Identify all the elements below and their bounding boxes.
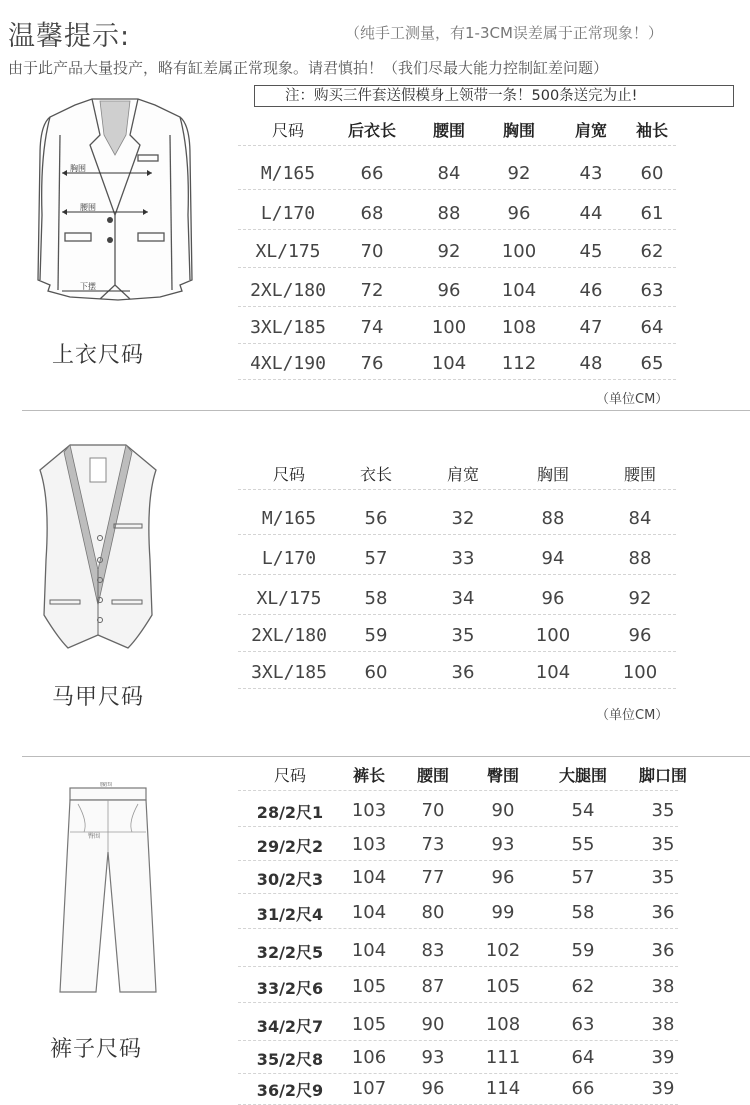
- jacket-value-cell: 65: [640, 353, 664, 374]
- vest-size-cell: M/165: [261, 508, 317, 529]
- jacket-section-label: 上衣尺码: [52, 343, 145, 368]
- pants-value-cell: 96: [491, 867, 515, 888]
- jacket-waist-label: 腰围: [80, 203, 96, 212]
- pants-header-cell: 大腿围: [558, 766, 608, 785]
- jacket-value-cell: 76: [360, 353, 384, 374]
- row-separator: [238, 651, 676, 652]
- pants-value-cell: 90: [491, 800, 515, 821]
- jacket-value-cell: 60: [640, 163, 664, 184]
- vest-value-cell: 92: [628, 588, 652, 609]
- section-divider: [22, 410, 750, 411]
- pants-value-cell: 104: [351, 867, 387, 888]
- row-separator: [238, 790, 678, 791]
- pants-value-cell: 35: [651, 800, 675, 821]
- section-divider: [22, 756, 750, 757]
- vest-header-cell: 胸围: [536, 465, 570, 484]
- vest-value-cell: 33: [451, 548, 475, 569]
- jacket-value-cell: 63: [640, 280, 664, 301]
- vest-value-cell: 59: [364, 625, 388, 646]
- pants-waist-label: 腰围: [100, 782, 113, 788]
- pants-header-cell: 裤长: [352, 766, 386, 785]
- jacket-value-cell: 43: [579, 163, 603, 184]
- pants-header-cell: 尺码: [273, 766, 307, 785]
- jacket-value-cell: 100: [431, 317, 467, 338]
- pants-value-cell: 111: [485, 1047, 521, 1068]
- row-separator: [238, 534, 676, 535]
- pants-value-cell: 114: [485, 1078, 521, 1099]
- vest-unit-label: （单位CM）: [596, 708, 669, 723]
- vest-header-cell: 肩宽: [446, 465, 480, 484]
- pants-size-cell: 31/2尺4: [256, 905, 324, 924]
- vest-diagram-icon: [28, 440, 168, 652]
- pants-value-cell: 104: [351, 940, 387, 961]
- jacket-value-cell: 104: [431, 353, 467, 374]
- pants-value-cell: 105: [485, 976, 521, 997]
- pants-size-cell: 30/2尺3: [256, 870, 324, 889]
- measurement-note: （纯手工测量，有1-3CM误差属于正常现象！）: [345, 24, 663, 42]
- pants-value-cell: 73: [421, 834, 445, 855]
- row-separator: [238, 189, 676, 190]
- pants-value-cell: 102: [485, 940, 521, 961]
- row-separator: [238, 826, 678, 827]
- pants-size-cell: 36/2尺9: [256, 1081, 324, 1100]
- row-separator: [238, 1002, 678, 1003]
- pants-value-cell: 64: [571, 1047, 595, 1068]
- jacket-value-cell: 100: [501, 241, 537, 262]
- vest-value-cell: 34: [451, 588, 475, 609]
- color-variance-note: 由于此产品大量投产，略有缸差属正常现象。请君慎拍！（我们尽最大能力控制缸差问题）: [8, 59, 609, 77]
- vest-size-cell: XL/175: [256, 588, 322, 609]
- pants-value-cell: 39: [651, 1078, 675, 1099]
- page-title: 温馨提示:: [8, 21, 131, 52]
- jacket-size-cell: 3XL/185: [250, 317, 326, 338]
- row-separator: [238, 306, 676, 307]
- jacket-value-cell: 88: [437, 203, 461, 224]
- row-separator: [238, 379, 676, 380]
- jacket-header-cell: 胸围: [502, 121, 536, 140]
- jacket-size-cell: 4XL/190: [250, 353, 326, 374]
- pants-value-cell: 80: [421, 902, 445, 923]
- pants-value-cell: 96: [421, 1078, 445, 1099]
- jacket-header-cell: 肩宽: [574, 121, 608, 140]
- row-separator: [238, 1073, 678, 1074]
- vest-value-cell: 88: [628, 548, 652, 569]
- pants-header-cell: 脚口围: [638, 766, 688, 785]
- jacket-header-cell: 后衣长: [347, 121, 397, 140]
- pants-value-cell: 103: [351, 800, 387, 821]
- pants-value-cell: 108: [485, 1014, 521, 1035]
- vest-size-cell: L/170: [261, 548, 317, 569]
- pants-value-cell: 57: [571, 867, 595, 888]
- jacket-chest-label: 胸围: [70, 164, 86, 173]
- row-separator: [238, 1040, 678, 1041]
- pants-header-cell: 腰围: [416, 766, 450, 785]
- jacket-hem-label: 下摆: [80, 282, 96, 291]
- vest-value-cell: 100: [622, 662, 658, 683]
- pants-value-cell: 35: [651, 834, 675, 855]
- vest-value-cell: 60: [364, 662, 388, 683]
- jacket-value-cell: 48: [579, 353, 603, 374]
- jacket-value-cell: 46: [579, 280, 603, 301]
- jacket-header-cell: 袖长: [635, 121, 669, 140]
- pants-value-cell: 70: [421, 800, 445, 821]
- jacket-value-cell: 66: [360, 163, 384, 184]
- vest-section-label: 马甲尺码: [52, 685, 145, 710]
- row-separator: [238, 574, 676, 575]
- pants-value-cell: 39: [651, 1047, 675, 1068]
- jacket-value-cell: 92: [507, 163, 531, 184]
- jacket-value-cell: 108: [501, 317, 537, 338]
- vest-value-cell: 36: [451, 662, 475, 683]
- pants-size-cell: 29/2尺2: [256, 837, 324, 856]
- pants-size-cell: 33/2尺6: [256, 979, 324, 998]
- jacket-size-cell: 2XL/180: [250, 280, 326, 301]
- pants-value-cell: 59: [571, 940, 595, 961]
- pants-value-cell: 66: [571, 1078, 595, 1099]
- vest-size-cell: 3XL/185: [251, 662, 327, 683]
- row-separator: [238, 489, 676, 490]
- jacket-value-cell: 96: [437, 280, 461, 301]
- jacket-value-cell: 104: [501, 280, 537, 301]
- vest-value-cell: 100: [535, 625, 571, 646]
- pants-hip-label: 臀围: [88, 833, 101, 840]
- row-separator: [238, 928, 678, 929]
- promo-notice: 注：购买三件套送假模身上领带一条！500条送完为止!: [254, 85, 734, 107]
- pants-value-cell: 36: [651, 902, 675, 923]
- vest-header-cell: 尺码: [272, 465, 306, 484]
- pants-value-cell: 99: [491, 902, 515, 923]
- pants-value-cell: 87: [421, 976, 445, 997]
- vest-size-cell: 2XL/180: [251, 625, 327, 646]
- pants-value-cell: 58: [571, 902, 595, 923]
- pants-value-cell: 83: [421, 940, 445, 961]
- pants-value-cell: 90: [421, 1014, 445, 1035]
- jacket-size-cell: XL/175: [255, 241, 321, 262]
- jacket-value-cell: 44: [579, 203, 603, 224]
- vest-value-cell: 35: [451, 625, 475, 646]
- pants-size-cell: 35/2尺8: [256, 1050, 324, 1069]
- row-separator: [238, 966, 678, 967]
- pants-size-cell: 28/2尺1: [256, 803, 324, 822]
- jacket-value-cell: 84: [437, 163, 461, 184]
- pants-value-cell: 93: [491, 834, 515, 855]
- pants-value-cell: 36: [651, 940, 675, 961]
- pants-value-cell: 38: [651, 1014, 675, 1035]
- jacket-unit-label: （单位CM）: [596, 392, 669, 407]
- pants-value-cell: 35: [651, 867, 675, 888]
- jacket-value-cell: 72: [360, 280, 384, 301]
- pants-value-cell: 104: [351, 902, 387, 923]
- row-separator: [238, 267, 676, 268]
- pants-value-cell: 62: [571, 976, 595, 997]
- jacket-header-cell: 腰围: [432, 121, 466, 140]
- jacket-value-cell: 70: [360, 241, 384, 262]
- vest-value-cell: 56: [364, 508, 388, 529]
- jacket-value-cell: 68: [360, 203, 384, 224]
- vest-header-cell: 腰围: [623, 465, 657, 484]
- vest-value-cell: 88: [541, 508, 565, 529]
- jacket-value-cell: 92: [437, 241, 461, 262]
- vest-value-cell: 94: [541, 548, 565, 569]
- pants-value-cell: 77: [421, 867, 445, 888]
- pants-size-cell: 32/2尺5: [256, 943, 324, 962]
- jacket-value-cell: 47: [579, 317, 603, 338]
- vest-header-cell: 衣长: [359, 465, 393, 484]
- jacket-value-cell: 74: [360, 317, 384, 338]
- pants-header-cell: 臀围: [486, 766, 520, 785]
- vest-value-cell: 58: [364, 588, 388, 609]
- jacket-value-cell: 61: [640, 203, 664, 224]
- row-separator: [238, 688, 676, 689]
- jacket-value-cell: 64: [640, 317, 664, 338]
- row-separator: [238, 860, 678, 861]
- row-separator: [238, 229, 676, 230]
- jacket-size-cell: L/170: [260, 203, 316, 224]
- vest-value-cell: 32: [451, 508, 475, 529]
- row-separator: [238, 343, 676, 344]
- vest-value-cell: 104: [535, 662, 571, 683]
- pants-value-cell: 54: [571, 800, 595, 821]
- pants-value-cell: 38: [651, 976, 675, 997]
- vest-value-cell: 96: [541, 588, 565, 609]
- jacket-header-cell: 尺码: [271, 121, 305, 140]
- pants-value-cell: 63: [571, 1014, 595, 1035]
- jacket-value-cell: 112: [501, 353, 537, 374]
- pants-value-cell: 105: [351, 1014, 387, 1035]
- pants-value-cell: 106: [351, 1047, 387, 1068]
- row-separator: [238, 893, 678, 894]
- pants-diagram-icon: [48, 782, 168, 997]
- vest-value-cell: 96: [628, 625, 652, 646]
- row-separator: [238, 614, 676, 615]
- pants-value-cell: 93: [421, 1047, 445, 1068]
- pants-value-cell: 55: [571, 834, 595, 855]
- pants-section-label: 裤子尺码: [50, 1037, 143, 1062]
- vest-value-cell: 84: [628, 508, 652, 529]
- pants-value-cell: 105: [351, 976, 387, 997]
- pants-value-cell: 103: [351, 834, 387, 855]
- vest-value-cell: 57: [364, 548, 388, 569]
- jacket-diagram-icon: [30, 95, 200, 315]
- jacket-value-cell: 96: [507, 203, 531, 224]
- row-separator: [238, 145, 676, 146]
- jacket-size-cell: M/165: [260, 163, 316, 184]
- pants-value-cell: 107: [351, 1078, 387, 1099]
- jacket-value-cell: 45: [579, 241, 603, 262]
- pants-size-cell: 34/2尺7: [256, 1017, 324, 1036]
- jacket-value-cell: 62: [640, 241, 664, 262]
